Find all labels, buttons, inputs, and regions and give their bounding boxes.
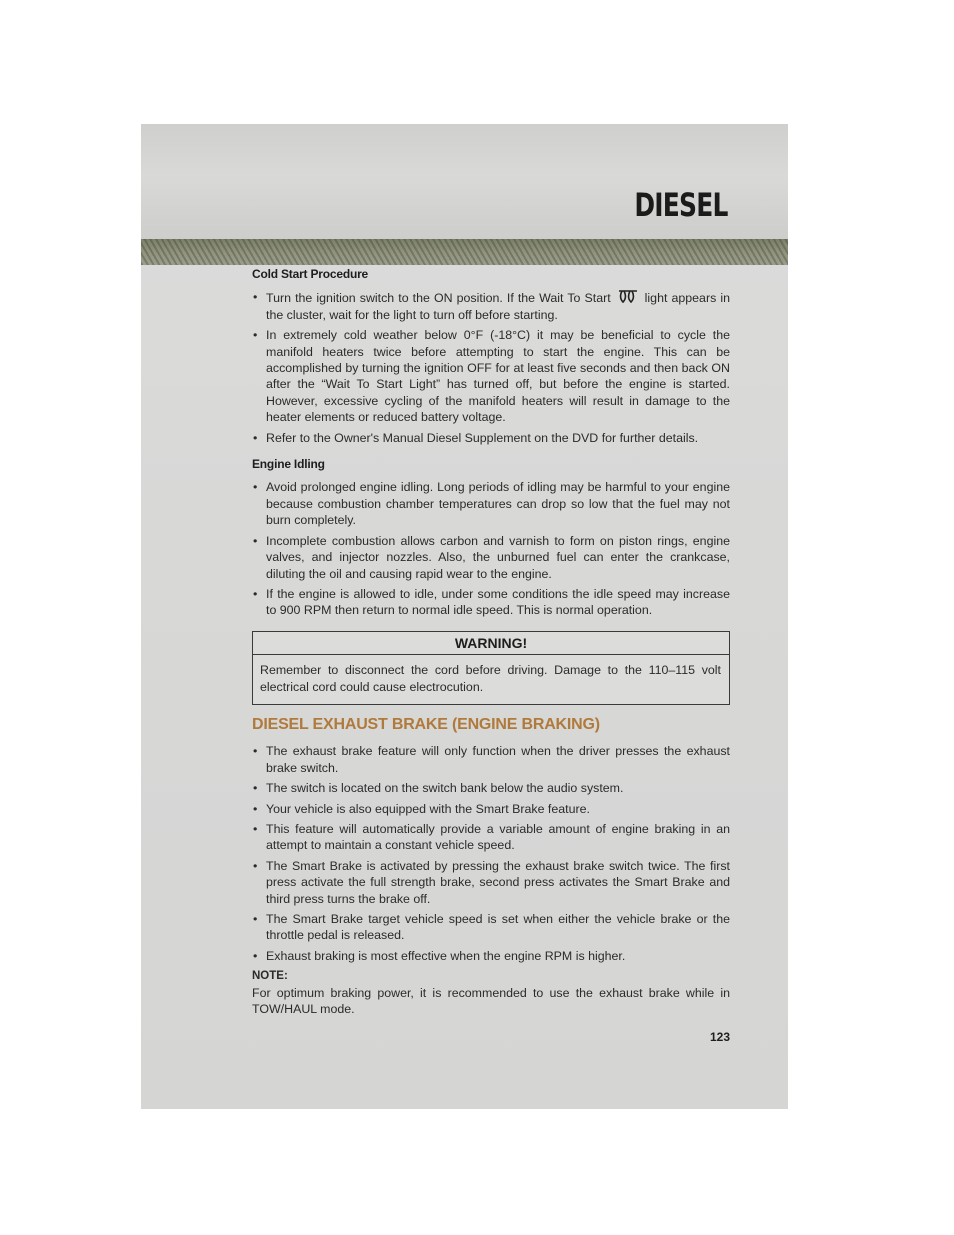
engine-idling-heading: Engine Idling xyxy=(252,457,325,472)
note-body: For optimum braking power, it is recommended to use the exhaust brake while in TOW/HAUL mode. xyxy=(252,985,730,1017)
exhaust-brake-heading: DIESEL EXHAUST BRAKE (ENGINE BRAKING) xyxy=(252,715,600,733)
list-item: • The Smart Brake is activated by pressing the exhaust brake switch twice. The first press activate the full strength brake, second press activates the Smart Brake and third press turns the brake off. xyxy=(252,858,730,907)
list-item: • In extremely cold weather below 0°F (-18°C) it may be beneficial to cycle the manifold heaters twice before attempting to start the engine. This can be accomplished by turning the ignition OFF for at least five seconds and then back ON after the “Wait To Start Light” has turned off, but before the engine is started. However, excessive cycling of the manifold heaters will result in damage to the heater elements or reduced battery voltage. xyxy=(252,327,730,425)
warning-box xyxy=(252,631,730,705)
list-item: • Exhaust braking is most effective when the engine RPM is higher. xyxy=(252,948,730,964)
list-item-text: Turn the ignition switch to the ON position. If the Wait To Start xyxy=(266,291,611,306)
note-label: NOTE: xyxy=(252,970,288,983)
warning-title: WARNING! xyxy=(253,632,729,655)
section-title: DIESEL xyxy=(634,186,728,224)
list-item: • Your vehicle is also equipped with the Smart Brake feature. xyxy=(252,801,730,817)
page-number: 123 xyxy=(709,1030,730,1044)
list-item: • The exhaust brake feature will only function when the driver presses the exhaust brake switch. xyxy=(252,743,730,776)
cold-start-heading: Cold Start Procedure xyxy=(252,267,369,281)
engine-idling-list xyxy=(252,479,730,618)
list-item xyxy=(252,289,730,323)
list-item: • Avoid prolonged engine idling. Long periods of idling may be harmful to your engine because combustion chamber temperatures can drop so low that the fuel may not burn completely. xyxy=(252,479,730,528)
list-item: • If the engine is allowed to idle, under some conditions the idle speed may increase to 900 RPM then return to normal idle speed. This is normal operation. xyxy=(252,586,730,619)
list-item: • The Smart Brake target vehicle speed is set when either the vehicle brake or the throttle pedal is released. xyxy=(252,911,730,944)
list-item: • The switch is located on the switch bank below the audio system. xyxy=(252,780,730,796)
list-item-text: light appears in the cluster, wait for the light to turn off before starting. xyxy=(266,291,730,322)
list-item: • Refer to the Owner's Manual Diesel Supplement on the DVD for further details. xyxy=(252,430,730,446)
exhaust-brake-list xyxy=(252,743,730,964)
header-stripe-divider xyxy=(141,239,788,265)
page-content xyxy=(252,266,730,1017)
list-item: • This feature will automatically provide a variable amount of engine braking in an attempt to maintain a constant vehicle speed. xyxy=(252,821,730,854)
warning-body: Remember to disconnect the cord before driving. Damage to the 110–115 volt electrical cord could cause electrocution. xyxy=(260,663,721,694)
list-item: • Incomplete combustion allows carbon and varnish to form on piston rings, engine valves, and injector nozzles. Also, the unburned fuel can enter the crankcase, diluting the oil and causing rapid wear to the engine. xyxy=(252,533,730,582)
wait-to-start-icon xyxy=(617,289,639,305)
cold-start-list xyxy=(252,289,730,446)
